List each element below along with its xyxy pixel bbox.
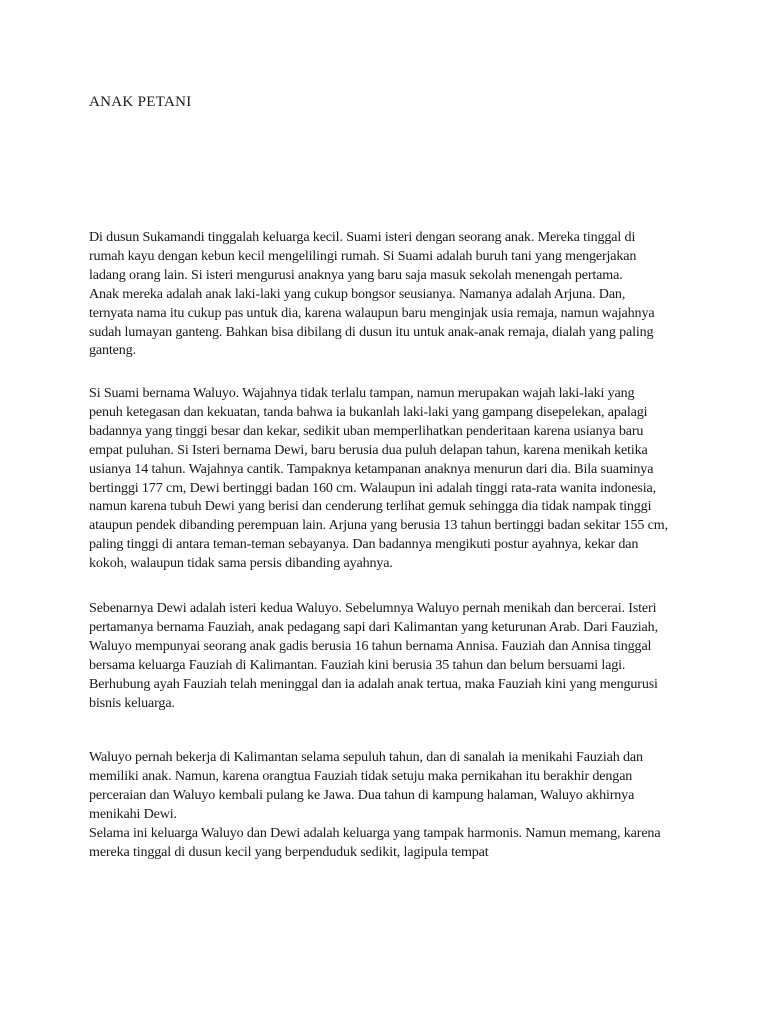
text-line: Berhubung ayah Fauziah telah meninggal dan ia adalah anak tertua, maka Fauziah kini yang mengurusi <box>89 675 658 692</box>
paragraph-1 <box>89 228 689 360</box>
text-line: penuh ketegasan dan kekuatan, tanda bahwa ia bukanlah laki-laki yang gampang disepelekan, apalagi <box>89 403 648 420</box>
text-line: rumah kayu dengan kebun kecil mengelilingi rumah. Si Suami adalah buruh tani yang mengerjakan <box>89 247 637 264</box>
text-line: kokoh, walaupun tidak sama persis dibanding ayahnya. <box>89 555 393 572</box>
text-line: Sebenarnya Dewi adalah isteri kedua Waluyo. Sebelumnya Waluyo pernah menikah dan bercerai. Isteri <box>89 600 657 616</box>
text-line: badannya yang tinggi besar dan kekar, sedikit uban memperlihatkan penderitaan karena usianya baru <box>89 422 644 439</box>
text-line: usianya 14 tahun. Wajahnya cantik. Tampaknya ketampanan anaknya menurun dari dia. Bila suaminya <box>89 460 654 477</box>
text-line: paling tinggi di antara teman-teman sebayanya. Dan badannya mengikuti postur ayahnya, kekar dan <box>89 536 639 553</box>
text-line: bisnis keluarga. <box>89 694 175 711</box>
paragraph-4 <box>89 748 689 861</box>
text-line: ganteng. <box>89 342 136 359</box>
text-line: namun karena tubuh Dewi yang berisi dan cenderung terlihat gemuk sehingga dia tidak nampak tinggi <box>89 498 652 515</box>
text-line: bersama keluarga Fauziah di Kalimantan. Fauziah kini berusia 35 tahun dan belum bersuami lagi. <box>89 656 626 673</box>
text-line: Anak mereka adalah anak laki-laki yang cukup bongsor seusianya. Namanya adalah Arjuna. Dan, <box>89 285 626 302</box>
text-line: ataupun pendek dibanding perempuan lain. Arjuna yang berusia 13 tahun bertinggi badan sekitar 155 cm, <box>89 517 668 534</box>
text-line: ladang orang lain. Si isteri mengurusi anaknya yang baru saja masuk sekolah menengah pertama. <box>89 266 623 283</box>
text-line: pertamanya bernama Fauziah, anak pedagang sapi dari Kalimantan yang keturunan Arab. Dari Fauziah, <box>89 618 658 635</box>
text-line: Selama ini keluarga Waluyo dan Dewi adalah keluarga yang tampak harmonis. Namun memang, karena <box>89 824 661 841</box>
text-line: empat puluhan. Si Isteri bernama Dewi, baru berusia dua puluh delapan tahun, karena menikah ketika <box>89 441 648 458</box>
text-line: Si Suami bernama Waluyo. Wajahnya tidak terlalu tampan, namun merupakan wajah laki-laki yang <box>89 385 635 401</box>
text-line: perceraian dan Waluyo kembali pulang ke Jawa. Dua tahun di kampung halaman, Waluyo akhirnya <box>89 786 635 803</box>
text-line: mereka tinggal di dusun kecil yang berpenduduk sedikit, lagipula tempat <box>89 843 489 860</box>
text-line: ternyata nama itu cukup pas untuk dia, karena walaupun baru menginjak usia remaja, namun wajahnya <box>89 304 655 321</box>
document-title: ANAK PETANI <box>89 94 192 110</box>
text-line: menikahi Dewi. <box>89 805 177 822</box>
text-line: memiliki anak. Namun, karena orangtua Fauziah tidak setuju maka pernikahan itu berakhir dengan <box>89 767 633 784</box>
text-line: Waluyo mempunyai seorang anak gadis berusia 16 tahun bernama Annisa. Fauziah dan Annisa tinggal <box>89 637 652 654</box>
text-line: bertinggi 177 cm, Dewi bertinggi badan 160 cm. Walaupun ini adalah tinggi rata-rata wanita indonesia, <box>89 479 657 496</box>
text-line: Di dusun Sukamandi tinggalah keluarga kecil. Suami isteri dengan seorang anak. Mereka tinggal di <box>89 229 636 245</box>
text-line: sudah lumayan ganteng. Bahkan bisa dibilang di dusun itu untuk anak-anak remaja, dialah yang paling <box>89 323 654 340</box>
text-line: Waluyo pernah bekerja di Kalimantan selama sepuluh tahun, dan di sanalah ia menikahi Fauziah dan <box>89 749 643 765</box>
paragraph-2 <box>89 384 689 573</box>
paragraph-3 <box>89 599 689 712</box>
